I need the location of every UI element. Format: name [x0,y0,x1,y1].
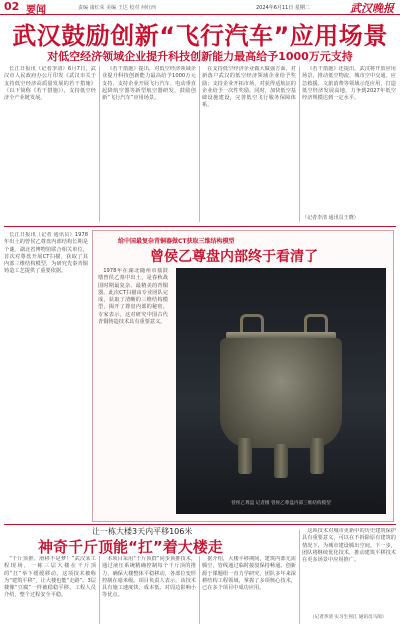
feature-kicker: 给中国最复杂青铜器做CT获取三维结构模型 [118,238,235,245]
lead-reporter: （记者李清 通讯员王晓） [302,215,359,221]
column-divider [99,556,100,624]
editors-line: 责编 康红荣 美编 王达 校对 何红西 [78,5,156,11]
bronze-photo [176,268,386,514]
section-divider [4,524,396,525]
feature-headline: 曾侯乙尊盘内部终于看清了 [150,249,318,265]
third-column-2: 本项目采用“千斤顶群”同步顶推技术，通过液压系统精确控制每个千斤顶的推力，确保大楼整体平稳移动，各部位变形控制在毫米级。项目负责人表示，该技术具有施工速度快、成本低、对周边影响小等优点。 [102,556,196,599]
vessel-leg [274,444,288,478]
feature-left-column: 长江日报讯（记者 通讯员）1978年出土的曾侯乙尊盘内部结构长期是个谜。湖北省博物馆联合相关单位，首次对尊盘开展CT扫描，获取了其内部三维结构模型，为研究先秦青铜铸造工艺提供了重要依据。 [4,232,88,275]
vessel-leg [310,438,324,474]
vessel-body [220,338,342,448]
vessel-leg [238,438,252,474]
section-name: 要闻 [26,5,46,16]
feature-side-column: 1978年在湖北随州市擂鼓墩曾侯乙墓中出土，是春秋战国时期最复杂、最精美的青铜器。此次CT扫描由专业团队完成，获取了清晰的三维结构模型，揭开了尊盘内部的秘密。专家表示，这对研究中国古代青铜铸造技术具有重要意义。 [98,268,168,326]
lead-column-4: 《若干措施》还提出，武汉将开放应用场景，推动低空物流、城市空中交通、应急救援、文旅消费等领域示范应用，打造低空经济发展高地，力争到2027年低空经济规模达到一定水平。 [302,66,396,102]
third-column-3: 据介绍，大楼平移期间，建筑内部无需腾空，管线通过临时接驳保持畅通。创新源于课题组一直力学研究，团队多年来深耕结构工程领域，掌握了多项核心技术，已在多个项目中成功应用。 [202,556,296,592]
lead-column-3: 在支持低空经济企业做大做强方面，对新落户武汉的低空经济领域企业给予奖励；支持企业开拓市场，对获得适航证的企业给予一次性奖励。同时，加快低空基础设施建设，完善低空飞行服务保障体系。 [202,66,296,109]
third-reporter: （记者李清 实习生何江 通讯员马阅） [310,615,387,620]
third-kicker: 让一栋大楼3天内平移106米 [92,527,193,536]
third-column-1: “千斤顶推、滑移不是梦！”武汉某工程现场，一栋三层大楼在千斤顶的“扛”举下缓缓移动。这项技术被称为“建筑平移”，让大楼也能“走路”。3层楼像“豆腐”一样被稳稳平移，工程人员介绍，整个过程安全平稳。 [4,556,96,599]
column-divider [299,66,300,222]
section-divider [4,226,396,227]
lead-subheadline: 对低空经济领域企业提升科技创新能力最高给予1000万元支持 [47,50,353,63]
column-divider [199,66,200,222]
lead-headline: 武汉鼓励创新“飞行汽车”应用场景 [12,22,388,50]
third-headline: 神奇千斤顶能“扛”着大楼走 [38,538,223,556]
photo-caption: 曾侯乙尊盘 记者摄 曾侯乙尊盘内部三维结构模型 [231,501,331,506]
page-header [0,0,400,15]
third-column-4: 这项技术对城市更新中的历史建筑保护具有重要意义，可以在不拆除原有建筑的情况下，为城市建设腾出空间。下一步，团队将继续优化技术，推动建筑平移技术在更多场景中应用推广。 [302,528,396,564]
column-divider [199,556,200,624]
lead-column-2: 《若干措施》提出，对低空经济领域企业提升科技创新能力最高给予1000万元支持，支持企业开展飞行汽车、电动垂直起降航空器等新型航空器研发，鼓励创新“飞行汽车”应用场景。 [102,66,196,102]
page-number: 02 [4,0,20,13]
column-divider [299,530,300,624]
newspaper-logo: 武汉晚报 [350,2,394,15]
column-divider [99,66,100,222]
lead-column-1: 长江日报讯（记者李清）6月7日，武汉市人民政府办公厅印发《武汉市关于支持低空经济高质量发展的若干措施》（以下简称《若干措施》），支持低空经济全产业链发展。 [4,66,96,102]
publication-date: 2024年6月11日 星期二 [256,5,310,11]
